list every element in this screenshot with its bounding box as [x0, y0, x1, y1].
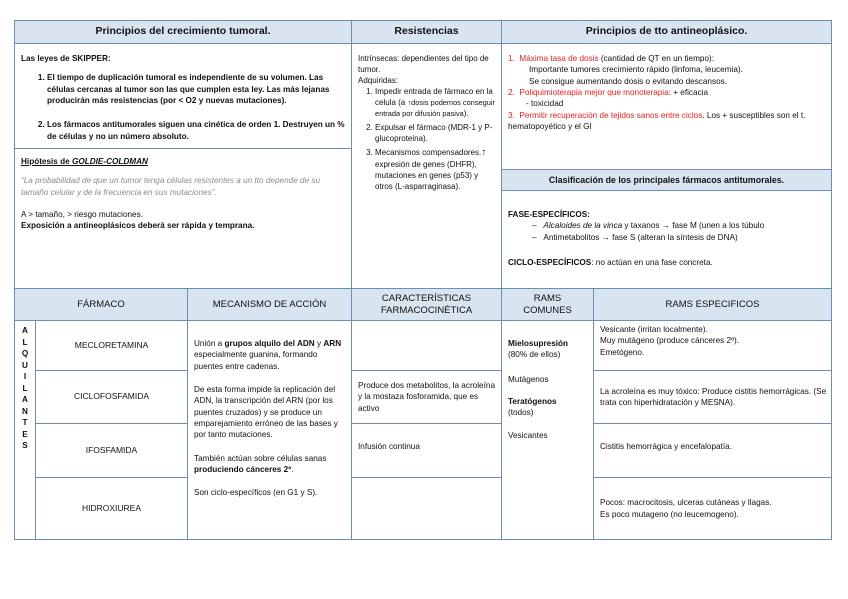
ciclo-especificos: CICLO-ESPECÍFICOS: no actúan en una fase concreta.	[508, 257, 713, 267]
cell-mecanismo	[187, 320, 352, 540]
drug-mecloretamina: MECLORETAMINA	[35, 320, 188, 371]
tto-principle-2: 2. Poliquimioterapia mejor que monoterapia: + eficacia	[508, 87, 709, 97]
esp-ciclofosfamida: La acroleína es muy tóxico: Produce cistitis hemorrágicas. (Se trata con hiperhidratación y MESNA).	[593, 370, 832, 424]
col-header-caracteristicas: CARACTERÍSTICAS FARMACOCINÉTICA	[351, 288, 502, 321]
fase-item-2: – Antimetabolitos → fase S (alteran la síntesis de DNA)	[532, 232, 738, 242]
esp-hidroxiurea: Pocos: macrocitosis, ulceras cutáneas y llagas. Es poco mutageno (no leucemogeno).	[593, 477, 832, 540]
mecanismo-text-2: De esta forma impide la replicación del ADN, la transcripción del ARN (por los puentes cruzados) y se produce un emparejamiento erróneo de las bases y por tanto mutaciones.	[194, 384, 338, 440]
skipper-item-2: 2. Los fármacos antitumorales siguen una cinética de orden 1. Destruyen un % de células y no un número absoluto.	[47, 119, 345, 142]
resistencias-adquiridas: Adquiridas:	[358, 76, 399, 86]
car-mecloretamina	[351, 320, 502, 371]
col-header-mecanismo: MECANISMO DE ACCIÓN	[187, 288, 352, 321]
resistencia-item-3: 3. Mecanismos compensadores.↑ expresión de genes (DHFR), mutaciones en genes (p53) y otros (L-asparraginasa).	[375, 146, 497, 193]
cell-rams-comunes	[501, 320, 594, 540]
car-ifosfamida: Infusión continua	[351, 423, 502, 478]
rams-mutagenos: Mutágenos	[508, 374, 549, 384]
cell-resistencias	[351, 43, 502, 289]
cell-clasificacion	[501, 190, 832, 289]
mecanismo-text-4: Son ciclo-específicos (en G1 y S).	[194, 488, 318, 498]
goldie-title: Hipótesis de GOLDIE-COLDMAN	[21, 156, 148, 166]
tto-principle-2-line2: - toxicidad	[526, 99, 564, 109]
drug-ifosfamida: IFOSFAMIDA	[35, 423, 188, 478]
drug-hidroxiurea: HIDROXIUREA	[35, 477, 188, 540]
tto-principle-1-line3: Se consigue aumentando dosis o evitando descansos.	[529, 76, 727, 86]
mecanismo-text-3: También actúan sobre células sanas produciendo cánceres 2º.	[194, 453, 327, 474]
rams-vesicantes: Vesicantes	[508, 430, 548, 440]
goldie-quote: “La probabilidad de que un tumor tenga células resistentes a un tto depende de su tamaño celular y de la frecuencia en sus mutaciones”.	[21, 176, 321, 197]
fase-item-1: – Alcaloides de la vinca y taxanos → fase M (unen a los túbulo	[532, 221, 765, 231]
header-principios-crecimiento: Principios del crecimiento tumoral.	[14, 20, 352, 44]
mecanismo-text-1: Unión a grupos alquilo del ADN y ARN especialmente guanina, formando puentes entre cadenas.	[194, 339, 342, 371]
skipper-title: Las leyes de SKIPPER:	[21, 54, 111, 63]
rams-mielosupresion-detail: (80% de ellos)	[508, 350, 561, 360]
drug-ciclofosfamida: CICLOFOSFAMIDA	[35, 370, 188, 424]
cell-principios-tto	[501, 43, 832, 170]
resistencia-item-1: 1. Impedir entrada de fármaco en la celula (a ↑dosis podemos conseguir entrada por difusión pasiva).	[375, 86, 497, 119]
cell-crecimiento-tumoral	[14, 43, 352, 289]
tto-principle-1-line2: Importante tumores crecimiento rápido (linfoma, leucemia).	[529, 65, 743, 75]
resistencias-list	[358, 86, 497, 192]
goldie-line-2: Exposición a antineoplásicos deberá ser rápida y temprana.	[21, 221, 255, 231]
goldie-line-1: A > tamaño, > riesgo mutaciones.	[21, 209, 143, 219]
resistencias-intrinsecas: Intrínsecas: dependientes del tipo de tumor.	[358, 54, 489, 75]
group-label-alquilantes: A L Q U I L A N T E S	[14, 320, 36, 540]
resistencia-item-2: 2. Expulsar el fármaco (MDR-1 y P-glucoproteina).	[375, 122, 497, 144]
arrow-up-icon: ↑	[481, 146, 487, 158]
fase-especificos-title: FASE-ESPECÍFICOS:	[508, 210, 590, 219]
col-header-rams: RAMS COMUNES	[501, 288, 594, 321]
rams-teratogenos-detail: (todos)	[508, 408, 534, 418]
header-principios-tto: Principios de tto antineoplásico.	[501, 20, 832, 44]
rams-teratogenos: Teratógenos	[508, 396, 557, 406]
car-hidroxiurea	[351, 477, 502, 540]
skipper-item-1: 1. El tiempo de duplicación tumoral es independiente de su volumen. Las células cercanas al tumor son las que cumplen esta ley. Las más lejanas producirán más resistencias (por < O2 y nuevas mutaciones).	[47, 72, 345, 106]
esp-ifosfamida: Cistitis hemorrágica y encefalopatía.	[593, 423, 832, 478]
esp-mecloretamina: Vesicante (irritan localmente). Muy mutágeno (produce cánceres 2º). Emetógeno.	[593, 320, 832, 371]
tto-principle-1: 1. Máxima tasa de dosis (cantidad de QT en un tiempo):	[508, 54, 715, 63]
col-header-farmaco: FÁRMACO	[14, 288, 188, 321]
rams-mielosupresion: Mielosupresión	[508, 339, 569, 348]
col-header-rams-especificos: RAMS ESPECIFICOS	[593, 288, 832, 321]
car-ciclofosfamida: Produce dos metabolitos, la acroleína y la mostaza fosforamida, que es activo	[351, 370, 502, 424]
tto-principle-3: 3. Permitir recuperación de tejidos sanos entre ciclos. Los + susceptibles son el t. hematopoyético y el GI	[508, 110, 806, 131]
header-resistencias: Resistencias	[351, 20, 502, 44]
skipper-list	[21, 72, 345, 142]
header-clasificacion: Clasificación de los principales fármacos antitumorales.	[501, 169, 832, 191]
